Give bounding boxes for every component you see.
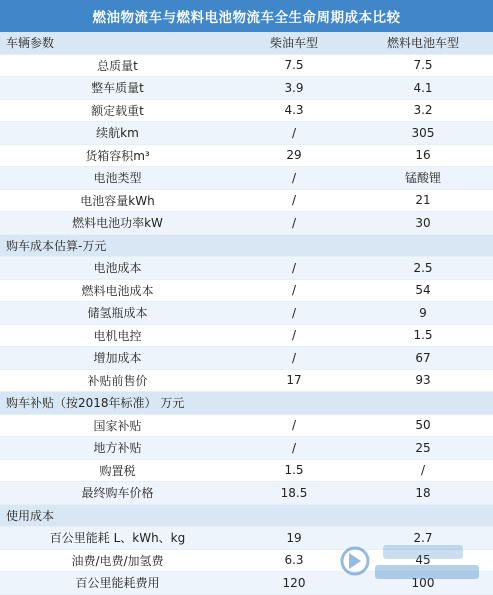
diesel-value: /	[291, 440, 297, 455]
fuel-cell-value: 18	[415, 485, 431, 500]
diesel-value: 19	[286, 530, 302, 545]
fuel-cell-value: 50	[415, 418, 431, 433]
diesel-value: 7.5	[284, 58, 304, 73]
fuel-cell-value: 305	[411, 125, 435, 140]
diesel-value: /	[291, 215, 297, 230]
table-header-row	[0, 32, 493, 55]
diesel-value: 6.3	[284, 553, 304, 568]
header-fuel-cell: 燃料电池车型	[386, 36, 459, 51]
row-label: 购车补贴（按2018年标准） 万元	[6, 396, 185, 411]
table-row	[0, 100, 493, 123]
diesel-value: /	[291, 350, 297, 365]
fuel-cell-value: 16	[415, 148, 431, 163]
diesel-value: /	[291, 418, 297, 433]
diesel-value: 29	[286, 148, 302, 163]
table-row	[0, 370, 493, 393]
diesel-value: 4.3	[284, 103, 304, 118]
row-label: 电机电控	[93, 328, 142, 343]
row-label: 最终购车价格	[81, 486, 154, 501]
row-label: 电池类型	[93, 171, 142, 186]
diesel-value: /	[291, 283, 297, 298]
table-row	[0, 302, 493, 325]
diesel-value: /	[291, 170, 297, 185]
section-header-row	[0, 235, 493, 258]
row-label: 使用成本	[6, 508, 55, 523]
diesel-value: /	[291, 260, 297, 275]
table-row	[0, 482, 493, 505]
table-row	[0, 347, 493, 370]
table-row	[0, 572, 493, 595]
table-row	[0, 212, 493, 235]
row-label: 购置税	[99, 463, 136, 478]
diesel-value: 120	[282, 575, 306, 590]
table-title: 燃油物流车与燃料电池物流车全生命周期成本比较	[0, 0, 493, 32]
fuel-cell-value: 9	[419, 305, 427, 320]
table-row	[0, 460, 493, 483]
row-label: 百公里能耗 L、kWh、kg	[49, 531, 186, 546]
table-rows	[0, 55, 493, 595]
diesel-value: /	[291, 305, 297, 320]
diesel-value: /	[291, 125, 297, 140]
fuel-cell-value: 2.5	[413, 260, 433, 275]
fuel-cell-value: 100	[411, 575, 435, 590]
fuel-cell-value: 4.1	[413, 80, 433, 95]
table-row	[0, 437, 493, 460]
fuel-cell-value: 54	[415, 283, 431, 298]
row-label: 续航km	[96, 126, 139, 141]
fuel-cell-value: 25	[415, 440, 431, 455]
table-row	[0, 257, 493, 280]
fuel-cell-value: 45	[415, 553, 431, 568]
table-row	[0, 527, 493, 550]
row-label: 增加成本	[93, 351, 142, 366]
table-row	[0, 550, 493, 573]
row-label: 整车质量t	[91, 81, 144, 96]
section-header-row	[0, 505, 493, 528]
row-label: 货箱容积m³	[85, 148, 150, 163]
table-row	[0, 280, 493, 303]
row-label: 储氢瓶成本	[87, 306, 148, 321]
table-row	[0, 77, 493, 100]
fuel-cell-value: 3.2	[413, 103, 433, 118]
table-row	[0, 190, 493, 213]
row-label: 购车成本估算-万元	[6, 238, 107, 253]
table-row	[0, 415, 493, 438]
row-label: 百公里能耗费用	[75, 576, 160, 591]
row-label: 额定载重t	[91, 103, 144, 118]
table-row	[0, 167, 493, 190]
fuel-cell-value: 7.5	[413, 58, 433, 73]
fuel-cell-value: 1.5	[413, 328, 433, 343]
row-label: 燃料电池功率kW	[72, 216, 163, 231]
fuel-cell-value: 2.7	[413, 530, 433, 545]
table-body	[0, 32, 493, 595]
row-label: 地方补贴	[93, 441, 142, 456]
row-label: 国家补贴	[93, 418, 142, 433]
fuel-cell-value: 21	[415, 193, 431, 208]
fuel-cell-value: 93	[415, 373, 431, 388]
header-diesel: 柴油车型	[269, 36, 318, 51]
diesel-value: /	[291, 328, 297, 343]
row-label: 补贴前售价	[87, 373, 148, 388]
row-label: 总质量t	[97, 58, 138, 73]
table-row	[0, 325, 493, 348]
row-label: 油费/电费/加氢费	[71, 553, 164, 568]
fuel-cell-value: 30	[415, 215, 431, 230]
row-label: 燃料电池成本	[81, 283, 154, 298]
diesel-value: 18.5	[280, 485, 308, 500]
table-row	[0, 145, 493, 168]
row-label: 电池成本	[93, 261, 142, 276]
diesel-value: 1.5	[284, 463, 304, 478]
header-label: 车辆参数	[6, 36, 55, 51]
row-label: 电池容量kWh	[80, 193, 155, 208]
table-row	[0, 122, 493, 145]
fuel-cell-value: 锰酸锂	[404, 171, 441, 186]
table-row	[0, 55, 493, 78]
diesel-value: /	[291, 193, 297, 208]
diesel-value: 17	[286, 373, 302, 388]
section-header-row	[0, 392, 493, 415]
fuel-cell-value: /	[420, 463, 426, 478]
fuel-cell-value: 67	[415, 350, 431, 365]
diesel-value: 3.9	[284, 80, 304, 95]
